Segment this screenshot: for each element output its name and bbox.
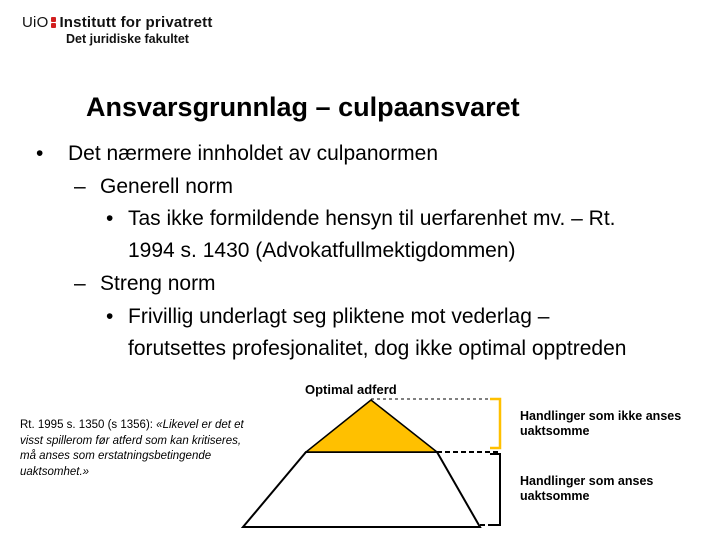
pyramid-upper-section — [306, 400, 437, 452]
slide-title: Ansvarsgrunnlag – culpaansvaret — [86, 92, 520, 122]
bullet-text: Frivillig underlagt seg pliktene mot vederlag – — [128, 305, 550, 328]
bullet-text: Streng norm — [100, 272, 216, 295]
bullet-marker: • — [36, 142, 44, 165]
label-negligent: Handlinger som anses uaktsomme — [520, 474, 654, 503]
pyramid-lower-section — [243, 452, 480, 527]
bullet-marker: • — [106, 207, 114, 230]
institute-name: Institutt for privatrett — [59, 14, 213, 31]
bullet-marker: • — [106, 305, 114, 328]
quote-reference: Rt. 1995 s. 1350 (s 1356): — [20, 419, 157, 431]
bullet-level3-continued: 1994 s. 1430 (Advokatfullmektigdommen) — [128, 239, 516, 262]
bullet-text: Det nærmere innholdet av culpanormen — [68, 142, 439, 165]
faculty-name: Det juridiske fakultet — [66, 32, 189, 46]
optimal-behavior-label: Optimal adferd — [305, 382, 397, 397]
bracket-lower — [490, 454, 500, 525]
bullet-text: Generell norm — [100, 175, 234, 198]
court-quote — [20, 418, 260, 480]
bullet-level3-continued: forutsettes profesjonalitet, dog ikke optimal opptreden — [128, 337, 627, 360]
bracket-upper — [490, 399, 500, 448]
label-not-negligent: Handlinger som ikke anses uaktsomme — [520, 409, 682, 438]
logo-uio: UiO — [22, 14, 49, 31]
dash-marker: – — [74, 272, 86, 295]
dash-marker: – — [74, 175, 86, 198]
quote-text: «Likevel er det et visst spillerom før atferd som kan kritiseres, må anses som erstatningsbetingende uaktsomhet.» — [20, 419, 244, 478]
bullet-text: Tas ikke formildende hensyn til uerfarenhet mv. – Rt. — [128, 207, 616, 230]
